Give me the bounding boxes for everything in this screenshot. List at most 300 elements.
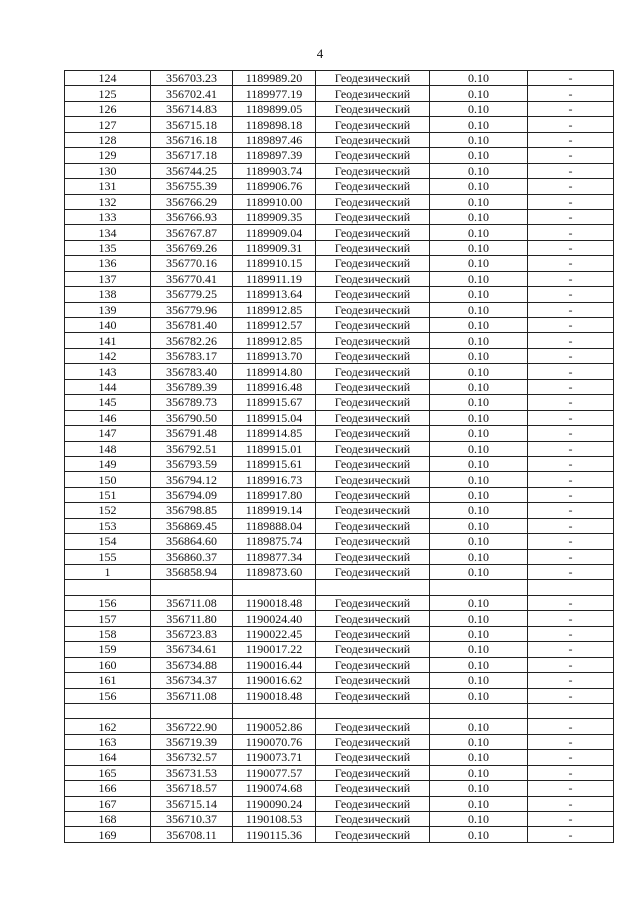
description-cell: -: [528, 472, 614, 487]
page-number: 4: [316, 46, 324, 61]
accuracy-cell: 0.10: [430, 86, 528, 101]
description-cell: -: [528, 688, 614, 703]
accuracy-cell: 0.10: [430, 364, 528, 379]
y-coordinate-cell: 1189917.80: [233, 487, 316, 502]
x-coordinate-cell: 356710.37: [151, 812, 233, 827]
x-coordinate-cell: 356782.26: [151, 333, 233, 348]
x-coordinate-cell: 356791.48: [151, 426, 233, 441]
x-coordinate-cell: 356798.85: [151, 503, 233, 518]
point-number-cell: 1: [65, 565, 151, 580]
x-coordinate-cell: 356794.09: [151, 487, 233, 502]
y-coordinate-cell: 1189910.00: [233, 194, 316, 209]
description-cell: -: [528, 812, 614, 827]
table-row: [65, 86, 614, 101]
x-coordinate-cell: 356715.18: [151, 117, 233, 132]
table-row: [65, 734, 614, 749]
point-number-cell: 129: [65, 148, 151, 163]
x-coordinate-cell: 356770.16: [151, 256, 233, 271]
x-coordinate-cell: 356864.60: [151, 534, 233, 549]
accuracy-cell: 0.10: [430, 132, 528, 147]
accuracy-cell: 0.10: [430, 456, 528, 471]
method-cell: Геодезический: [316, 287, 430, 302]
y-coordinate-cell: 1189899.05: [233, 101, 316, 116]
x-coordinate-cell: 356766.29: [151, 194, 233, 209]
x-coordinate-cell: 356734.37: [151, 673, 233, 688]
y-coordinate-cell: 1189906.76: [233, 179, 316, 194]
accuracy-cell: 0.10: [430, 518, 528, 533]
description-cell: -: [528, 148, 614, 163]
method-cell: Геодезический: [316, 256, 430, 271]
method-cell: Геодезический: [316, 565, 430, 580]
accuracy-cell: 0.10: [430, 379, 528, 394]
point-number-cell: 167: [65, 796, 151, 811]
description-cell: -: [528, 595, 614, 610]
y-coordinate-cell: 1190090.24: [233, 796, 316, 811]
table-row: [65, 595, 614, 610]
point-number-cell: 135: [65, 240, 151, 255]
method-cell: Геодезический: [316, 812, 430, 827]
y-coordinate-cell: 1189915.01: [233, 441, 316, 456]
table-row: [65, 302, 614, 317]
point-number-cell: 166: [65, 781, 151, 796]
method-cell: Геодезический: [316, 441, 430, 456]
y-coordinate-cell: 1190018.48: [233, 595, 316, 610]
description-cell: -: [528, 456, 614, 471]
description-cell: -: [528, 117, 614, 132]
point-number-cell: 147: [65, 426, 151, 441]
accuracy-cell: 0.10: [430, 117, 528, 132]
y-coordinate-cell: 1189915.04: [233, 410, 316, 425]
accuracy-cell: [430, 703, 528, 718]
accuracy-cell: 0.10: [430, 179, 528, 194]
table-row: [65, 719, 614, 734]
accuracy-cell: 0.10: [430, 441, 528, 456]
x-coordinate-cell: 356711.08: [151, 595, 233, 610]
accuracy-cell: 0.10: [430, 194, 528, 209]
x-coordinate-cell: 356770.41: [151, 271, 233, 286]
description-cell: -: [528, 271, 614, 286]
x-coordinate-cell: 356783.17: [151, 348, 233, 363]
point-number-cell: 126: [65, 101, 151, 116]
point-number-cell: 160: [65, 657, 151, 672]
method-cell: Геодезический: [316, 410, 430, 425]
table-row: [65, 642, 614, 657]
table-row: [65, 132, 614, 147]
x-coordinate-cell: 356779.25: [151, 287, 233, 302]
x-coordinate-cell: 356769.26: [151, 240, 233, 255]
method-cell: [316, 703, 430, 718]
description-cell: -: [528, 86, 614, 101]
accuracy-cell: 0.10: [430, 472, 528, 487]
method-cell: Геодезический: [316, 209, 430, 224]
description-cell: -: [528, 132, 614, 147]
description-cell: -: [528, 101, 614, 116]
y-coordinate-cell: 1190018.48: [233, 688, 316, 703]
coordinates-table: [64, 70, 614, 843]
method-cell: Геодезический: [316, 549, 430, 564]
x-coordinate-cell: 356715.14: [151, 796, 233, 811]
y-coordinate-cell: 1189875.74: [233, 534, 316, 549]
description-cell: -: [528, 256, 614, 271]
y-coordinate-cell: 1190070.76: [233, 734, 316, 749]
y-coordinate-cell: 1189914.85: [233, 426, 316, 441]
description-cell: -: [528, 225, 614, 240]
y-coordinate-cell: 1189916.48: [233, 379, 316, 394]
y-coordinate-cell: 1190016.62: [233, 673, 316, 688]
x-coordinate-cell: 356711.08: [151, 688, 233, 703]
table-row: [65, 750, 614, 765]
point-number-cell: 164: [65, 750, 151, 765]
table-row: [65, 765, 614, 780]
method-cell: Геодезический: [316, 734, 430, 749]
point-number-cell: 124: [65, 71, 151, 86]
accuracy-cell: 0.10: [430, 271, 528, 286]
accuracy-cell: 0.10: [430, 642, 528, 657]
method-cell: Геодезический: [316, 611, 430, 626]
point-number-cell: 150: [65, 472, 151, 487]
method-cell: Геодезический: [316, 673, 430, 688]
point-number-cell: 133: [65, 209, 151, 224]
point-number-cell: 154: [65, 534, 151, 549]
table-row: [65, 395, 614, 410]
table-row: [65, 287, 614, 302]
y-coordinate-cell: 1189914.80: [233, 364, 316, 379]
x-coordinate-cell: 356789.73: [151, 395, 233, 410]
x-coordinate-cell: 356790.50: [151, 410, 233, 425]
point-number-cell: 138: [65, 287, 151, 302]
table-row: [65, 271, 614, 286]
point-number-cell: 156: [65, 595, 151, 610]
method-cell: Геодезический: [316, 302, 430, 317]
x-coordinate-cell: 356766.93: [151, 209, 233, 224]
table-row: [65, 364, 614, 379]
x-coordinate-cell: [151, 580, 233, 595]
x-coordinate-cell: 356716.18: [151, 132, 233, 147]
description-cell: -: [528, 379, 614, 394]
description-cell: -: [528, 518, 614, 533]
point-number-cell: 140: [65, 318, 151, 333]
description-cell: -: [528, 642, 614, 657]
accuracy-cell: 0.10: [430, 487, 528, 502]
table-row: [65, 626, 614, 641]
y-coordinate-cell: 1189915.61: [233, 456, 316, 471]
accuracy-cell: 0.10: [430, 426, 528, 441]
y-coordinate-cell: 1189912.85: [233, 333, 316, 348]
x-coordinate-cell: 356860.37: [151, 549, 233, 564]
description-cell: -: [528, 426, 614, 441]
table-row: [65, 379, 614, 394]
method-cell: Геодезический: [316, 765, 430, 780]
y-coordinate-cell: 1189877.34: [233, 549, 316, 564]
y-coordinate-cell: 1190115.36: [233, 827, 316, 842]
accuracy-cell: 0.10: [430, 503, 528, 518]
y-coordinate-cell: 1189903.74: [233, 163, 316, 178]
description-cell: -: [528, 796, 614, 811]
description-cell: -: [528, 302, 614, 317]
blank-separator-row: [65, 580, 614, 595]
method-cell: Геодезический: [316, 71, 430, 86]
y-coordinate-cell: 1189912.85: [233, 302, 316, 317]
table-row: [65, 827, 614, 842]
accuracy-cell: 0.10: [430, 302, 528, 317]
y-coordinate-cell: 1190017.22: [233, 642, 316, 657]
table-row: [65, 194, 614, 209]
method-cell: Геодезический: [316, 101, 430, 116]
accuracy-cell: 0.10: [430, 765, 528, 780]
method-cell: Геодезический: [316, 179, 430, 194]
accuracy-cell: 0.10: [430, 163, 528, 178]
table-row: [65, 781, 614, 796]
y-coordinate-cell: 1190016.44: [233, 657, 316, 672]
point-number-cell: [65, 580, 151, 595]
table-row: [65, 163, 614, 178]
accuracy-cell: 0.10: [430, 209, 528, 224]
accuracy-cell: 0.10: [430, 410, 528, 425]
table-row: [65, 549, 614, 564]
y-coordinate-cell: 1189915.67: [233, 395, 316, 410]
accuracy-cell: 0.10: [430, 688, 528, 703]
description-cell: -: [528, 827, 614, 842]
y-coordinate-cell: 1189912.57: [233, 318, 316, 333]
table-row: [65, 518, 614, 533]
accuracy-cell: 0.10: [430, 719, 528, 734]
point-number-cell: 143: [65, 364, 151, 379]
x-coordinate-cell: 356714.83: [151, 101, 233, 116]
point-number-cell: 153: [65, 518, 151, 533]
table-row: [65, 209, 614, 224]
method-cell: [316, 580, 430, 595]
accuracy-cell: 0.10: [430, 71, 528, 86]
y-coordinate-cell: 1189897.39: [233, 148, 316, 163]
description-cell: -: [528, 549, 614, 564]
table-row: [65, 534, 614, 549]
point-number-cell: 162: [65, 719, 151, 734]
description-cell: -: [528, 765, 614, 780]
table-row: [65, 503, 614, 518]
x-coordinate-cell: 356711.80: [151, 611, 233, 626]
table-row: [65, 812, 614, 827]
method-cell: Геодезический: [316, 781, 430, 796]
y-coordinate-cell: 1189916.73: [233, 472, 316, 487]
method-cell: Геодезический: [316, 534, 430, 549]
description-cell: -: [528, 503, 614, 518]
y-coordinate-cell: 1189897.46: [233, 132, 316, 147]
description-cell: -: [528, 209, 614, 224]
accuracy-cell: 0.10: [430, 812, 528, 827]
method-cell: Геодезический: [316, 395, 430, 410]
x-coordinate-cell: 356732.57: [151, 750, 233, 765]
table-row: [65, 256, 614, 271]
y-coordinate-cell: [233, 703, 316, 718]
description-cell: -: [528, 487, 614, 502]
method-cell: Геодезический: [316, 132, 430, 147]
description-cell: -: [528, 287, 614, 302]
accuracy-cell: 0.10: [430, 240, 528, 255]
method-cell: Геодезический: [316, 750, 430, 765]
x-coordinate-cell: 356783.40: [151, 364, 233, 379]
point-number-cell: 125: [65, 86, 151, 101]
method-cell: Геодезический: [316, 719, 430, 734]
method-cell: Геодезический: [316, 426, 430, 441]
accuracy-cell: 0.10: [430, 333, 528, 348]
point-number-cell: 152: [65, 503, 151, 518]
point-number-cell: 136: [65, 256, 151, 271]
table-row: [65, 673, 614, 688]
point-number-cell: 148: [65, 441, 151, 456]
point-number-cell: 137: [65, 271, 151, 286]
point-number-cell: 165: [65, 765, 151, 780]
accuracy-cell: 0.10: [430, 101, 528, 116]
point-number-cell: 131: [65, 179, 151, 194]
description-cell: -: [528, 626, 614, 641]
method-cell: Геодезический: [316, 595, 430, 610]
table-row: [65, 410, 614, 425]
table-row: [65, 333, 614, 348]
accuracy-cell: 0.10: [430, 781, 528, 796]
x-coordinate-cell: 356744.25: [151, 163, 233, 178]
description-cell: -: [528, 194, 614, 209]
method-cell: Геодезический: [316, 626, 430, 641]
y-coordinate-cell: 1189977.19: [233, 86, 316, 101]
accuracy-cell: 0.10: [430, 796, 528, 811]
description-cell: -: [528, 318, 614, 333]
table-row: [65, 101, 614, 116]
point-number-cell: 151: [65, 487, 151, 502]
description-cell: -: [528, 163, 614, 178]
point-number-cell: [65, 703, 151, 718]
y-coordinate-cell: [233, 580, 316, 595]
accuracy-cell: 0.10: [430, 565, 528, 580]
description-cell: [528, 580, 614, 595]
x-coordinate-cell: 356703.23: [151, 71, 233, 86]
y-coordinate-cell: 1190108.53: [233, 812, 316, 827]
y-coordinate-cell: 1189909.04: [233, 225, 316, 240]
method-cell: Геодезический: [316, 796, 430, 811]
accuracy-cell: 0.10: [430, 318, 528, 333]
y-coordinate-cell: 1189989.20: [233, 71, 316, 86]
description-cell: -: [528, 734, 614, 749]
description-cell: -: [528, 781, 614, 796]
accuracy-cell: 0.10: [430, 611, 528, 626]
method-cell: Геодезический: [316, 148, 430, 163]
x-coordinate-cell: 356858.94: [151, 565, 233, 580]
x-coordinate-cell: 356734.88: [151, 657, 233, 672]
point-number-cell: 169: [65, 827, 151, 842]
point-number-cell: 132: [65, 194, 151, 209]
table-row: [65, 688, 614, 703]
point-number-cell: 128: [65, 132, 151, 147]
y-coordinate-cell: 1190024.40: [233, 611, 316, 626]
accuracy-cell: 0.10: [430, 256, 528, 271]
x-coordinate-cell: [151, 703, 233, 718]
method-cell: Геодезический: [316, 86, 430, 101]
x-coordinate-cell: 356869.45: [151, 518, 233, 533]
description-cell: -: [528, 534, 614, 549]
point-number-cell: 134: [65, 225, 151, 240]
method-cell: Геодезический: [316, 348, 430, 363]
method-cell: Геодезический: [316, 240, 430, 255]
x-coordinate-cell: 356719.39: [151, 734, 233, 749]
accuracy-cell: 0.10: [430, 626, 528, 641]
x-coordinate-cell: 356792.51: [151, 441, 233, 456]
table-row: [65, 796, 614, 811]
table-row: [65, 71, 614, 86]
description-cell: -: [528, 441, 614, 456]
method-cell: Геодезический: [316, 503, 430, 518]
point-number-cell: 156: [65, 688, 151, 703]
x-coordinate-cell: 356794.12: [151, 472, 233, 487]
description-cell: [528, 703, 614, 718]
method-cell: Геодезический: [316, 333, 430, 348]
method-cell: Геодезический: [316, 642, 430, 657]
point-number-cell: 130: [65, 163, 151, 178]
accuracy-cell: 0.10: [430, 287, 528, 302]
point-number-cell: 168: [65, 812, 151, 827]
blank-separator-row: [65, 703, 614, 718]
method-cell: Геодезический: [316, 271, 430, 286]
x-coordinate-cell: 356708.11: [151, 827, 233, 842]
y-coordinate-cell: 1189913.70: [233, 348, 316, 363]
method-cell: Геодезический: [316, 657, 430, 672]
y-coordinate-cell: 1189913.64: [233, 287, 316, 302]
table-row: [65, 179, 614, 194]
table-row: [65, 148, 614, 163]
table-row: [65, 225, 614, 240]
method-cell: Геодезический: [316, 472, 430, 487]
x-coordinate-cell: 356793.59: [151, 456, 233, 471]
y-coordinate-cell: 1190022.45: [233, 626, 316, 641]
point-number-cell: 146: [65, 410, 151, 425]
accuracy-cell: 0.10: [430, 595, 528, 610]
y-coordinate-cell: 1189898.18: [233, 117, 316, 132]
y-coordinate-cell: 1189919.14: [233, 503, 316, 518]
x-coordinate-cell: 356734.61: [151, 642, 233, 657]
point-number-cell: 149: [65, 456, 151, 471]
table-row: [65, 565, 614, 580]
x-coordinate-cell: 356755.39: [151, 179, 233, 194]
description-cell: -: [528, 410, 614, 425]
table-row: [65, 348, 614, 363]
x-coordinate-cell: 356723.83: [151, 626, 233, 641]
accuracy-cell: 0.10: [430, 534, 528, 549]
method-cell: Геодезический: [316, 163, 430, 178]
description-cell: -: [528, 673, 614, 688]
description-cell: -: [528, 719, 614, 734]
x-coordinate-cell: 356702.41: [151, 86, 233, 101]
point-number-cell: 145: [65, 395, 151, 410]
table-row: [65, 472, 614, 487]
point-number-cell: 144: [65, 379, 151, 394]
accuracy-cell: [430, 580, 528, 595]
point-number-cell: 127: [65, 117, 151, 132]
y-coordinate-cell: 1189909.35: [233, 209, 316, 224]
x-coordinate-cell: 356767.87: [151, 225, 233, 240]
accuracy-cell: 0.10: [430, 148, 528, 163]
method-cell: Геодезический: [316, 225, 430, 240]
y-coordinate-cell: 1189909.31: [233, 240, 316, 255]
description-cell: -: [528, 565, 614, 580]
description-cell: -: [528, 71, 614, 86]
description-cell: -: [528, 348, 614, 363]
point-number-cell: 141: [65, 333, 151, 348]
accuracy-cell: 0.10: [430, 549, 528, 564]
method-cell: Геодезический: [316, 688, 430, 703]
table-row: [65, 487, 614, 502]
method-cell: Геодезический: [316, 379, 430, 394]
accuracy-cell: 0.10: [430, 657, 528, 672]
table-row: [65, 240, 614, 255]
method-cell: Геодезический: [316, 117, 430, 132]
